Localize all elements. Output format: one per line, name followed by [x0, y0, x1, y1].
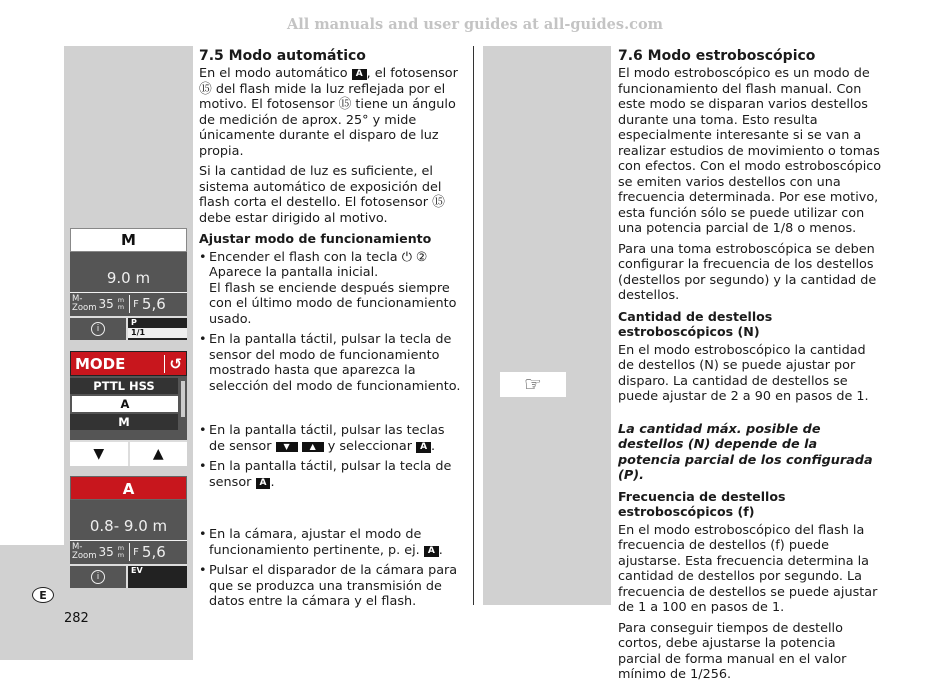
para-frequency: En el modo estroboscópico del flash la frecuencia de destellos (f) puede ajustarse. Esta frecuencia determina la cantidad de destellos por segundo. La frecuencia de destellos se puede ajustar de 1 a 100 en pasos de 1.: [618, 522, 878, 615]
fstop-label: F: [133, 298, 139, 310]
mzoom-label: M- Zoom: [72, 294, 97, 313]
section-title-stroboscopic: 7.6 Modo estroboscópico: [618, 48, 816, 64]
column-separator: [473, 46, 474, 605]
zoom-value: 35: [98, 545, 114, 559]
note-max-flashes: La cantidad máx. posible de destellos (N) depende de la potencia parcial de los configurada (P).: [618, 421, 873, 483]
step-select-mode: • En la pantalla táctil, pulsar las teclas de sensor ▼ ▲ y seleccionar A .: [199, 423, 463, 454]
back-icon[interactable]: ↺: [164, 355, 182, 373]
partial-power-label: P: [131, 318, 137, 327]
distance-readout: 9.0 m: [106, 269, 151, 287]
page-number: 282: [64, 611, 89, 626]
para-strobo-config: Para una toma estroboscópica se deben configurar la frecuencia de los destellos (destellos por segundo) y la cantidad de destellos.: [618, 241, 877, 303]
mode-option-m[interactable]: M: [70, 414, 178, 430]
step-shutter: • Pulsar el disparador de la cámara para que se produzca una transmisión de datos entre la cámara y el flash.: [199, 563, 463, 610]
scroll-up-button[interactable]: ▲: [130, 442, 188, 466]
fstop-value: 5,6: [141, 543, 166, 561]
auto-mode-key-icon: A: [256, 478, 271, 489]
mode-label-a: A: [70, 476, 187, 500]
mm-unit: m m: [117, 544, 125, 559]
mode-title: MODE: [75, 354, 126, 373]
para-auto-intro: En el modo automático A , el fotosensor ⑮ del flash mide la luz reflejada por el motivo. El fotosensor ⑮ tiene un ángulo de medición de aprox. 25° y mide únicamente durante el disparo de luz propia.: [199, 66, 458, 159]
mode-selection-display: [70, 351, 187, 466]
info-icon[interactable]: i: [91, 570, 105, 584]
zoom-value: 35: [98, 297, 114, 311]
step-power-on: • Encender el flash con la tecla ⏻ ② Aparece la pantalla inicial. El flash se enciende después siempre con el último modo de funcionamiento usado.: [199, 250, 463, 328]
auto-mode-key-icon: A: [416, 442, 431, 453]
step-camera-mode: • En la cámara, ajustar el modo de funcionamiento pertinente, p. ej. A .: [199, 527, 463, 558]
left-gray-tab: [0, 545, 64, 660]
mode-option-a[interactable]: A: [72, 396, 178, 412]
power-icon: ⏻: [401, 249, 412, 265]
mode-label: M: [70, 228, 187, 252]
fstop-label: F: [133, 546, 139, 558]
subheading-flash-count: Cantidad de destellos estroboscópicos (N): [618, 308, 773, 339]
auto-mode-key-icon: A: [424, 546, 439, 557]
subheading-set-mode: Ajustar modo de funcionamiento: [199, 231, 432, 246]
partial-power-ratio: 1/1: [128, 328, 187, 338]
right-column: [618, 47, 882, 688]
step-touch-mode: • En la pantalla táctil, pulsar la tecla de sensor del modo de funcionamiento mostrado hasta que aparezca la selección del modo de funcionamiento.: [199, 332, 463, 394]
subheading-frequency: Frecuencia de destellos estroboscópicos (f): [618, 488, 786, 519]
watermark: All manuals and user guides at all-guides.com: [287, 16, 663, 33]
distance-range-readout: 0.8- 9.0 m: [89, 517, 168, 535]
scroll-down-button[interactable]: ▼: [70, 442, 128, 466]
step-press-sensor: • En la pantalla táctil, pulsar la tecla de sensor A .: [199, 459, 463, 490]
para-short-times: Para conseguir tiempos de destello cortos, debe ajustarse la potencia parcial de forma manual en el valor mínimo de 1/256.: [618, 620, 847, 682]
mzoom-label: M- Zoom: [72, 542, 97, 561]
right-gray-bar: [483, 46, 611, 605]
down-key-icon: ▼: [276, 442, 298, 452]
note-hand-icon: ☞: [500, 372, 566, 397]
para-auto-exposure: Si la cantidad de luz es suficiente, el sistema automático de exposición del flash corta el destello. El fotosensor ⑮ debe estar dirigido al motivo.: [199, 164, 445, 226]
para-flash-count: En el modo estroboscópico la cantidad de destellos (N) se puede ajustar por disparo. La cantidad de destellos se puede ajustar de 2 a 90 en pasos de 1.: [618, 342, 869, 404]
flash-display-auto: [70, 476, 187, 588]
ev-label: EV: [131, 566, 143, 575]
mm-unit: m m: [117, 296, 125, 311]
para-strobo-intro: El modo estroboscópico es un modo de funcionamiento del flash manual. Con este modo se disparan varios destellos durante una toma. Esto resulta especialmente interesante si se van a realizar estudios de movimiento o tomas con efectos. Con el modo estroboscópico se emiten varios destellos con una frecuencia determinada. Por ese motivo, esta función sólo se puede utilizar con una potencia parcial de 1/8 o menos.: [618, 66, 882, 236]
auto-mode-key-icon: A: [352, 69, 367, 80]
section-title-automatic: 7.5 Modo automático: [199, 48, 366, 64]
language-badge: E: [32, 587, 54, 603]
up-key-icon: ▲: [302, 442, 324, 452]
flash-display-manual: [70, 228, 187, 340]
fstop-value: 5,6: [141, 295, 166, 313]
mode-option-pttl-hss[interactable]: PTTL HSS: [70, 378, 178, 394]
scrollbar[interactable]: [181, 381, 185, 417]
left-column: [199, 47, 463, 615]
info-icon[interactable]: i: [91, 322, 105, 336]
